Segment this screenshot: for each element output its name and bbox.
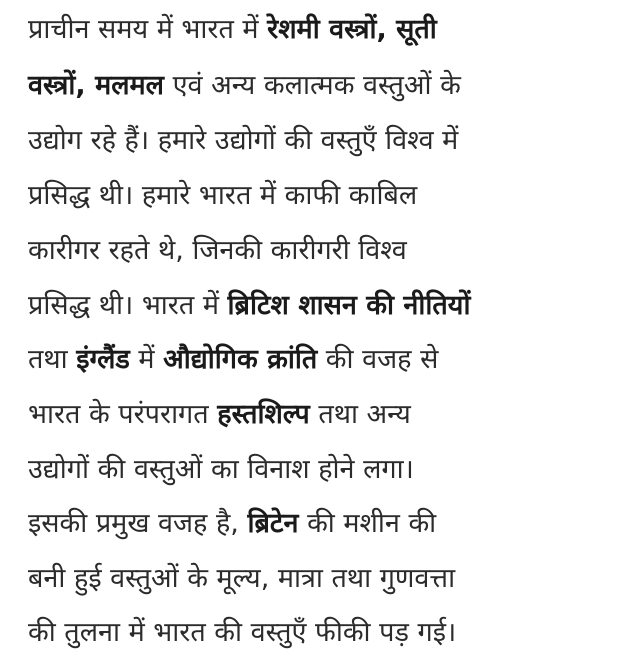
text-segment: प्रसिद्ध थी। हमारे भारत में काफी काबिल xyxy=(28,180,418,211)
text-segment: कारीगर रहते थे, जिनकी कारीगरी विश्व xyxy=(28,235,407,266)
text-line xyxy=(28,223,407,279)
text-segment: में xyxy=(129,344,164,375)
bold-text-segment: रेशमी वस्त्रों, सूती xyxy=(267,14,437,45)
text-line xyxy=(28,442,414,498)
text-segment: की मशीन की xyxy=(298,508,437,539)
text-segment: की तुलना में भारत की वस्तुएँ फीकी पड़ गई। xyxy=(28,617,457,648)
text-segment: प्रसिद्ध थी। भारत में xyxy=(28,290,228,321)
text-segment: उद्योगों की वस्तुओं का विनाश होने लगा। xyxy=(28,454,414,485)
text-line xyxy=(28,2,437,58)
text-segment: भारत के परंपरागत xyxy=(28,399,218,430)
bold-text-segment: इंग्लैंड xyxy=(76,344,130,375)
text-line xyxy=(28,332,438,388)
text-segment: उद्योग रहे हैं। हमारे उद्योगों की वस्तुएँ विश्व में xyxy=(28,125,459,156)
text-segment: प्राचीन समय में भारत में xyxy=(28,14,268,45)
bold-text-segment: ब्रिटिश शासन की नीतियों xyxy=(227,290,471,321)
text-line xyxy=(28,387,411,443)
text-segment: की वजह से xyxy=(317,344,439,375)
bold-text-segment: वस्त्रों, मलमल xyxy=(28,70,164,101)
text-segment: बनी हुई वस्तुओं के मूल्य, मात्रा तथा गुणवत्ता xyxy=(28,563,456,594)
text-line xyxy=(28,551,455,607)
text-segment: इसकी प्रमुख वजह है, xyxy=(28,508,248,539)
text-segment: तथा अन्य xyxy=(309,399,411,430)
text-line xyxy=(28,58,461,114)
text-segment: एवं अन्य कलात्मक वस्तुओं के xyxy=(163,70,461,101)
bold-text-segment: औद्योगिक क्रांति xyxy=(163,344,318,375)
bold-text-segment: हस्तशिल्प xyxy=(217,399,310,430)
text-line xyxy=(28,496,436,552)
text-line xyxy=(28,278,470,334)
text-segment: तथा xyxy=(28,344,77,375)
bold-text-segment: ब्रिटेन xyxy=(247,508,299,539)
text-line xyxy=(28,168,417,224)
text-line xyxy=(28,605,456,661)
text-line xyxy=(28,113,458,169)
